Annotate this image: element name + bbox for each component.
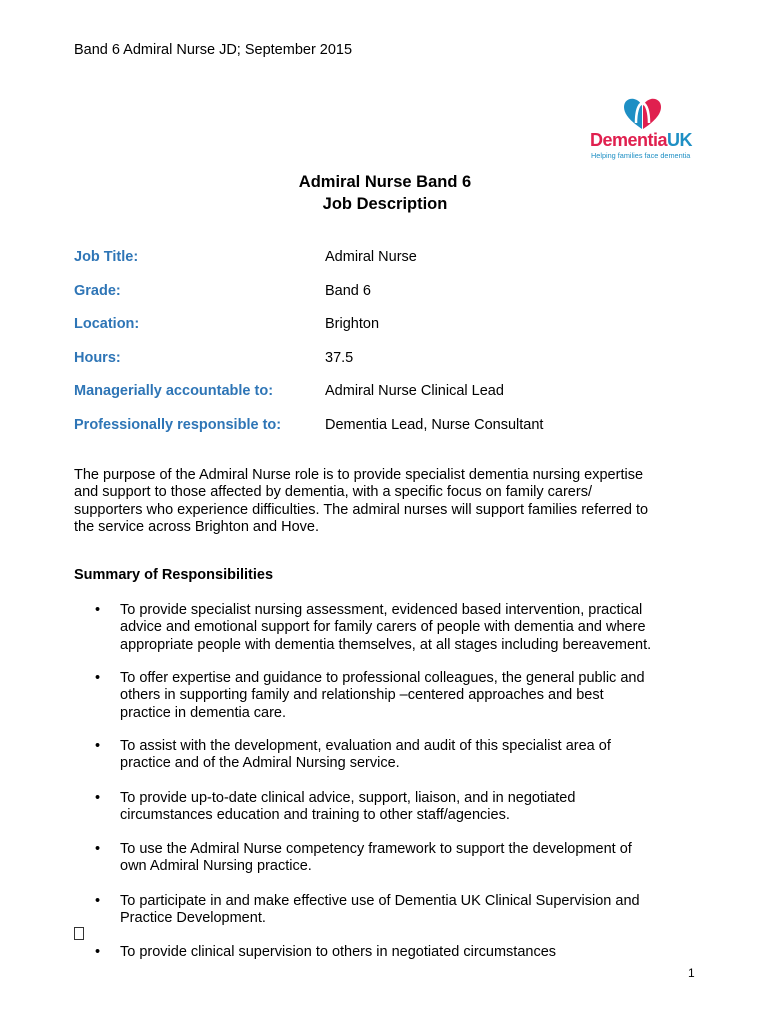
responsibility-line: To use the Admiral Nurse competency framework to support the development of <box>120 841 632 857</box>
detail-value: Band 6 <box>325 283 371 299</box>
bullet-icon: • <box>95 841 101 857</box>
responsibility-line: To provide up-to-date clinical advice, support, liaison, and in negotiated <box>120 790 576 806</box>
bullet-icon: • <box>95 738 101 754</box>
responsibility-line: own Admiral Nursing practice. <box>120 858 312 875</box>
responsibility-line: To offer expertise and guidance to professional colleagues, the general public and <box>120 670 645 686</box>
purpose-line: supporters who experience difficulties. The admiral nurses will support families referred to <box>74 501 649 518</box>
detail-label: Professionally responsible to: <box>74 417 282 433</box>
detail-label: Location: <box>74 316 140 332</box>
heart-logo-icon <box>622 97 664 131</box>
document-header: Band 6 Admiral Nurse JD; September 2015 <box>74 42 353 58</box>
responsibility-line: appropriate people with dementia themselves, at all stages including bereavement. <box>120 636 652 653</box>
bullet-icon: • <box>95 670 101 686</box>
detail-label: Job Title: <box>74 249 139 265</box>
detail-value: Brighton <box>325 316 380 332</box>
responsibility-line: practice and of the Admiral Nursing service. <box>120 755 400 772</box>
logo-word-dementia: Dementia <box>590 130 668 150</box>
bullet-icon: • <box>95 602 101 618</box>
title-line-1: Admiral Nurse Band 6 <box>298 173 472 191</box>
title-line-2: Job Description <box>322 195 448 213</box>
bullet-icon: • <box>95 893 101 909</box>
detail-label: Hours: <box>74 350 121 366</box>
logo-word-uk: UK <box>667 130 693 150</box>
responsibility-line: others in supporting family and relationship –centered approaches and best <box>120 687 604 704</box>
responsibility-line: Practice Development. <box>120 910 266 927</box>
responsibility-line: advice and emotional support for family carers of people with dementia and where <box>120 619 646 636</box>
summary-heading: Summary of Responsibilities <box>74 567 274 583</box>
bullet-icon: • <box>95 790 101 806</box>
document-title <box>0 171 770 215</box>
responsibility-line: To participate in and make effective use of Dementia UK Clinical Supervision and <box>120 893 640 909</box>
logo-tagline: Helping families face dementia <box>591 151 691 160</box>
detail-label: Grade: <box>74 283 121 299</box>
responsibility-line: circumstances education and training to other staff/agencies. <box>120 807 510 824</box>
detail-value: 37.5 <box>325 350 354 366</box>
logo-wordmark <box>590 130 692 151</box>
purpose-line: and support to those affected by dementia, with a specific focus on family carers/ <box>74 484 592 501</box>
detail-value: Admiral Nurse Clinical Lead <box>325 383 504 399</box>
responsibility-line: To assist with the development, evaluation and audit of this specialist area of <box>120 738 611 754</box>
detail-value: Admiral Nurse <box>325 249 417 265</box>
page-number: 1 <box>688 966 695 980</box>
detail-value: Dementia Lead, Nurse Consultant <box>325 417 544 433</box>
missing-glyph-icon <box>74 927 84 940</box>
responsibility-line: practice in dementia care. <box>120 704 287 721</box>
purpose-paragraph <box>74 467 714 537</box>
detail-label: Managerially accountable to: <box>74 383 274 399</box>
purpose-line: The purpose of the Admiral Nurse role is to provide specialist dementia nursing expertise <box>74 467 644 483</box>
responsibility-line: To provide specialist nursing assessment, evidenced based intervention, practical <box>120 602 643 618</box>
purpose-line: the service across Brighton and Hove. <box>74 519 320 536</box>
dementia-uk-logo <box>588 97 700 163</box>
bullet-icon: • <box>95 944 101 960</box>
responsibility-line: To provide clinical supervision to others in negotiated circumstances <box>120 944 557 960</box>
